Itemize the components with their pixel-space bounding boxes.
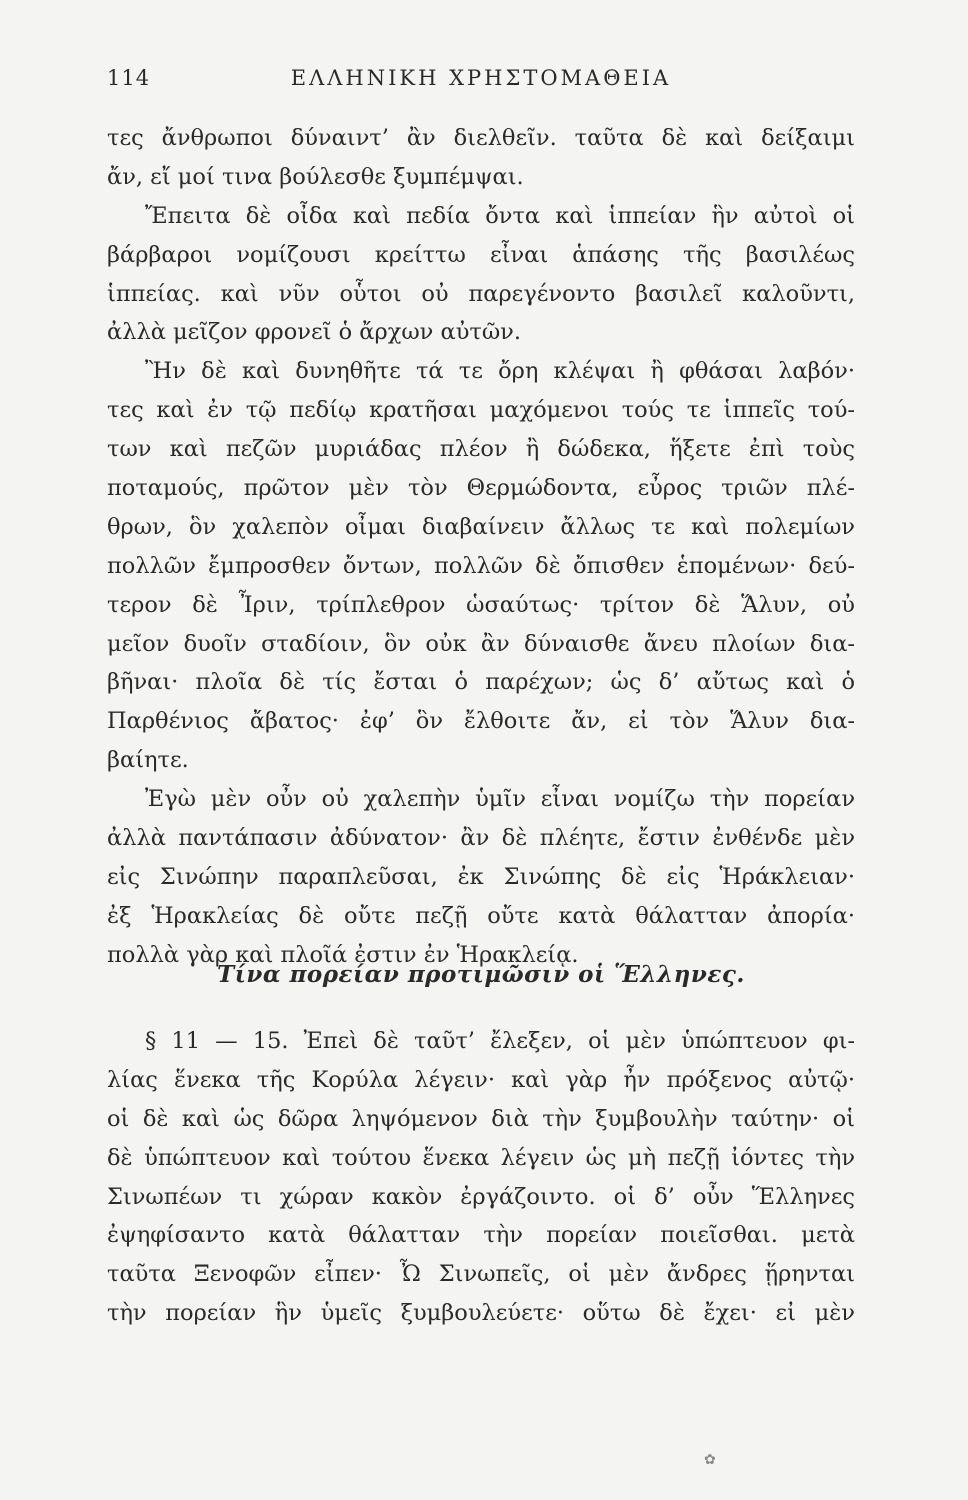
text-line: πολλὰ γὰρ καὶ πλοῖά ἐστιν ἐν Ἡρακλείᾳ. [107, 941, 579, 968]
text-line: βαίητε. [107, 747, 189, 774]
text-line: οἱ δὲ καὶ ὡς δῶρα ληψόμενον διὰ τὴν ξυμβουλὴν ταύτην· οἱ [107, 1105, 855, 1132]
text-line: πολλῶν ἔμπροσθεν ὄντων, πολλῶν δὲ ὄπισθεν ἑπομένων· δεύ- [107, 552, 855, 579]
page-stain-mark: ✿ [704, 1452, 716, 1468]
text-line: ἐξ Ἡρακλείας δὲ οὔτε πεζῇ οὔτε κατὰ θάλατταν ἀπορία· [107, 902, 855, 929]
text-line: δὲ ὑπώπτευον καὶ τούτου ἕνεκα λέγειν ὡς μὴ πεζῇ ἰόντες τὴν [107, 1144, 855, 1171]
text-block-lower [107, 1022, 855, 1333]
text-line: τὴν πορείαν ἣν ὑμεῖς ξυμβουλεύετε· οὕτω δὲ ἔχει· εἰ μὲν [107, 1300, 855, 1327]
text-line: μεῖον δυοῖν σταδίοιν, ὃν οὐκ ἂν δύναισθε ἄνευ πλοίων δια- [107, 630, 855, 657]
text-line: των καὶ πεζῶν μυριάδας πλέον ἢ δώδεκα, ἥξετε ἐπὶ τοὺς [107, 436, 855, 463]
text-line: Σινωπέων τι χώραν κακὸν ἐργάζοιντο. οἱ δ’ οὖν Ἕλληνες [107, 1183, 855, 1210]
text-line: τες καὶ ἐν τῷ πεδίῳ κρατῆσαι μαχόμενοι τούς τε ἱππεῖς τού- [107, 397, 855, 424]
text-line: Ἐγὼ μὲν οὖν οὐ χαλεπὴν ὑμῖν εἶναι νομίζω τὴν πορείαν [145, 786, 855, 813]
text-line: ἀλλὰ μεῖζον φρονεῖ ὁ ἄρχων αὐτῶν. [107, 319, 521, 346]
text-line: τες ἄνθρωποι δύναιντ’ ἂν διελθεῖν. ταῦτα δὲ καὶ δείξαιμι [107, 125, 855, 151]
text-line: βῆναι· πλοῖα δὲ τίς ἔσται ὁ παρέχων; ὡς δ’ αὔτως καὶ ὁ [107, 669, 855, 696]
page-number: 114 [107, 66, 151, 90]
text-line: Ἔπειτα δὲ οἶδα καὶ πεδία ὄντα καὶ ἱππείαν ἣν αὐτοὶ οἱ [145, 202, 855, 229]
text-line: βάρβαροι νομίζουσι κρείττω εἶναι ἁπάσης τῆς βασιλέως [107, 241, 855, 268]
text-line: ἱππείας. καὶ νῦν οὗτοι οὐ παρεγένοντο βασιλεῖ καλοῦντι, [107, 280, 855, 307]
text-line: Παρθένιος ἄβατος· ἐφ’ ὃν ἔλθοιτε ἄν, εἰ τὸν Ἅλυν δια- [107, 708, 855, 735]
text-line: λίας ἕνεκα τῆς Κορύλα λέγειν· καὶ γὰρ ἦν πρόξενος αὐτῷ· [107, 1066, 855, 1093]
text-line: Ἢν δὲ καὶ δυνηθῆτε τά τε ὄρη κλέψαι ἢ φθάσαι λαβόν· [145, 358, 855, 385]
text-line: ποταμούς, πρῶτον μὲν τὸν Θερμώδοντα, εὖρος τριῶν πλέ- [107, 475, 855, 502]
text-block-upper [107, 119, 855, 975]
text-line: § 11 — 15. Ἐπεὶ δὲ ταῦτ’ ἔλεξεν, οἱ μὲν ὑπώπτευον φι- [145, 1028, 855, 1054]
text-line: θρων, ὃν χαλεπὸν οἶμαι διαβαίνειν ἄλλως τε καὶ πολεμίων [107, 513, 855, 540]
section-heading: Τίνα πορείαν προτιμῶσιν οἱ Ἕλληνες. [217, 961, 745, 988]
text-line: ἄν, εἴ μοί τινα βούλεσθε ξυμπέμψαι. [107, 163, 524, 190]
text-line: ἐψηφίσαντο κατὰ θάλατταν τὴν πορείαν ποιεῖσθαι. μετὰ [107, 1222, 855, 1249]
text-line: εἰς Σινώπην παραπλεῦσαι, ἐκ Σινώπης δὲ εἰς Ἡράκλειαν· [107, 863, 855, 890]
text-line: ἀλλὰ παντάπασιν ἀδύνατον· ἂν δὲ πλέητε, ἔστιν ἐνθένδε μὲν [107, 825, 855, 852]
text-line: ταῦτα Ξενοφῶν εἶπεν· Ὦ Σινωπεῖς, οἱ μὲν ἄνδρες ᾕρηνται [107, 1261, 855, 1288]
running-title: ΕΛΛΗΝΙΚΗ ΧΡΗΣΤΟΜΑΘΕΙΑ [290, 66, 672, 90]
text-line: τερον δὲ Ἶριν, τρίπλεθρον ὡσαύτως· τρίτον δὲ Ἅλυν, οὐ [107, 591, 855, 618]
page-header [107, 66, 855, 102]
